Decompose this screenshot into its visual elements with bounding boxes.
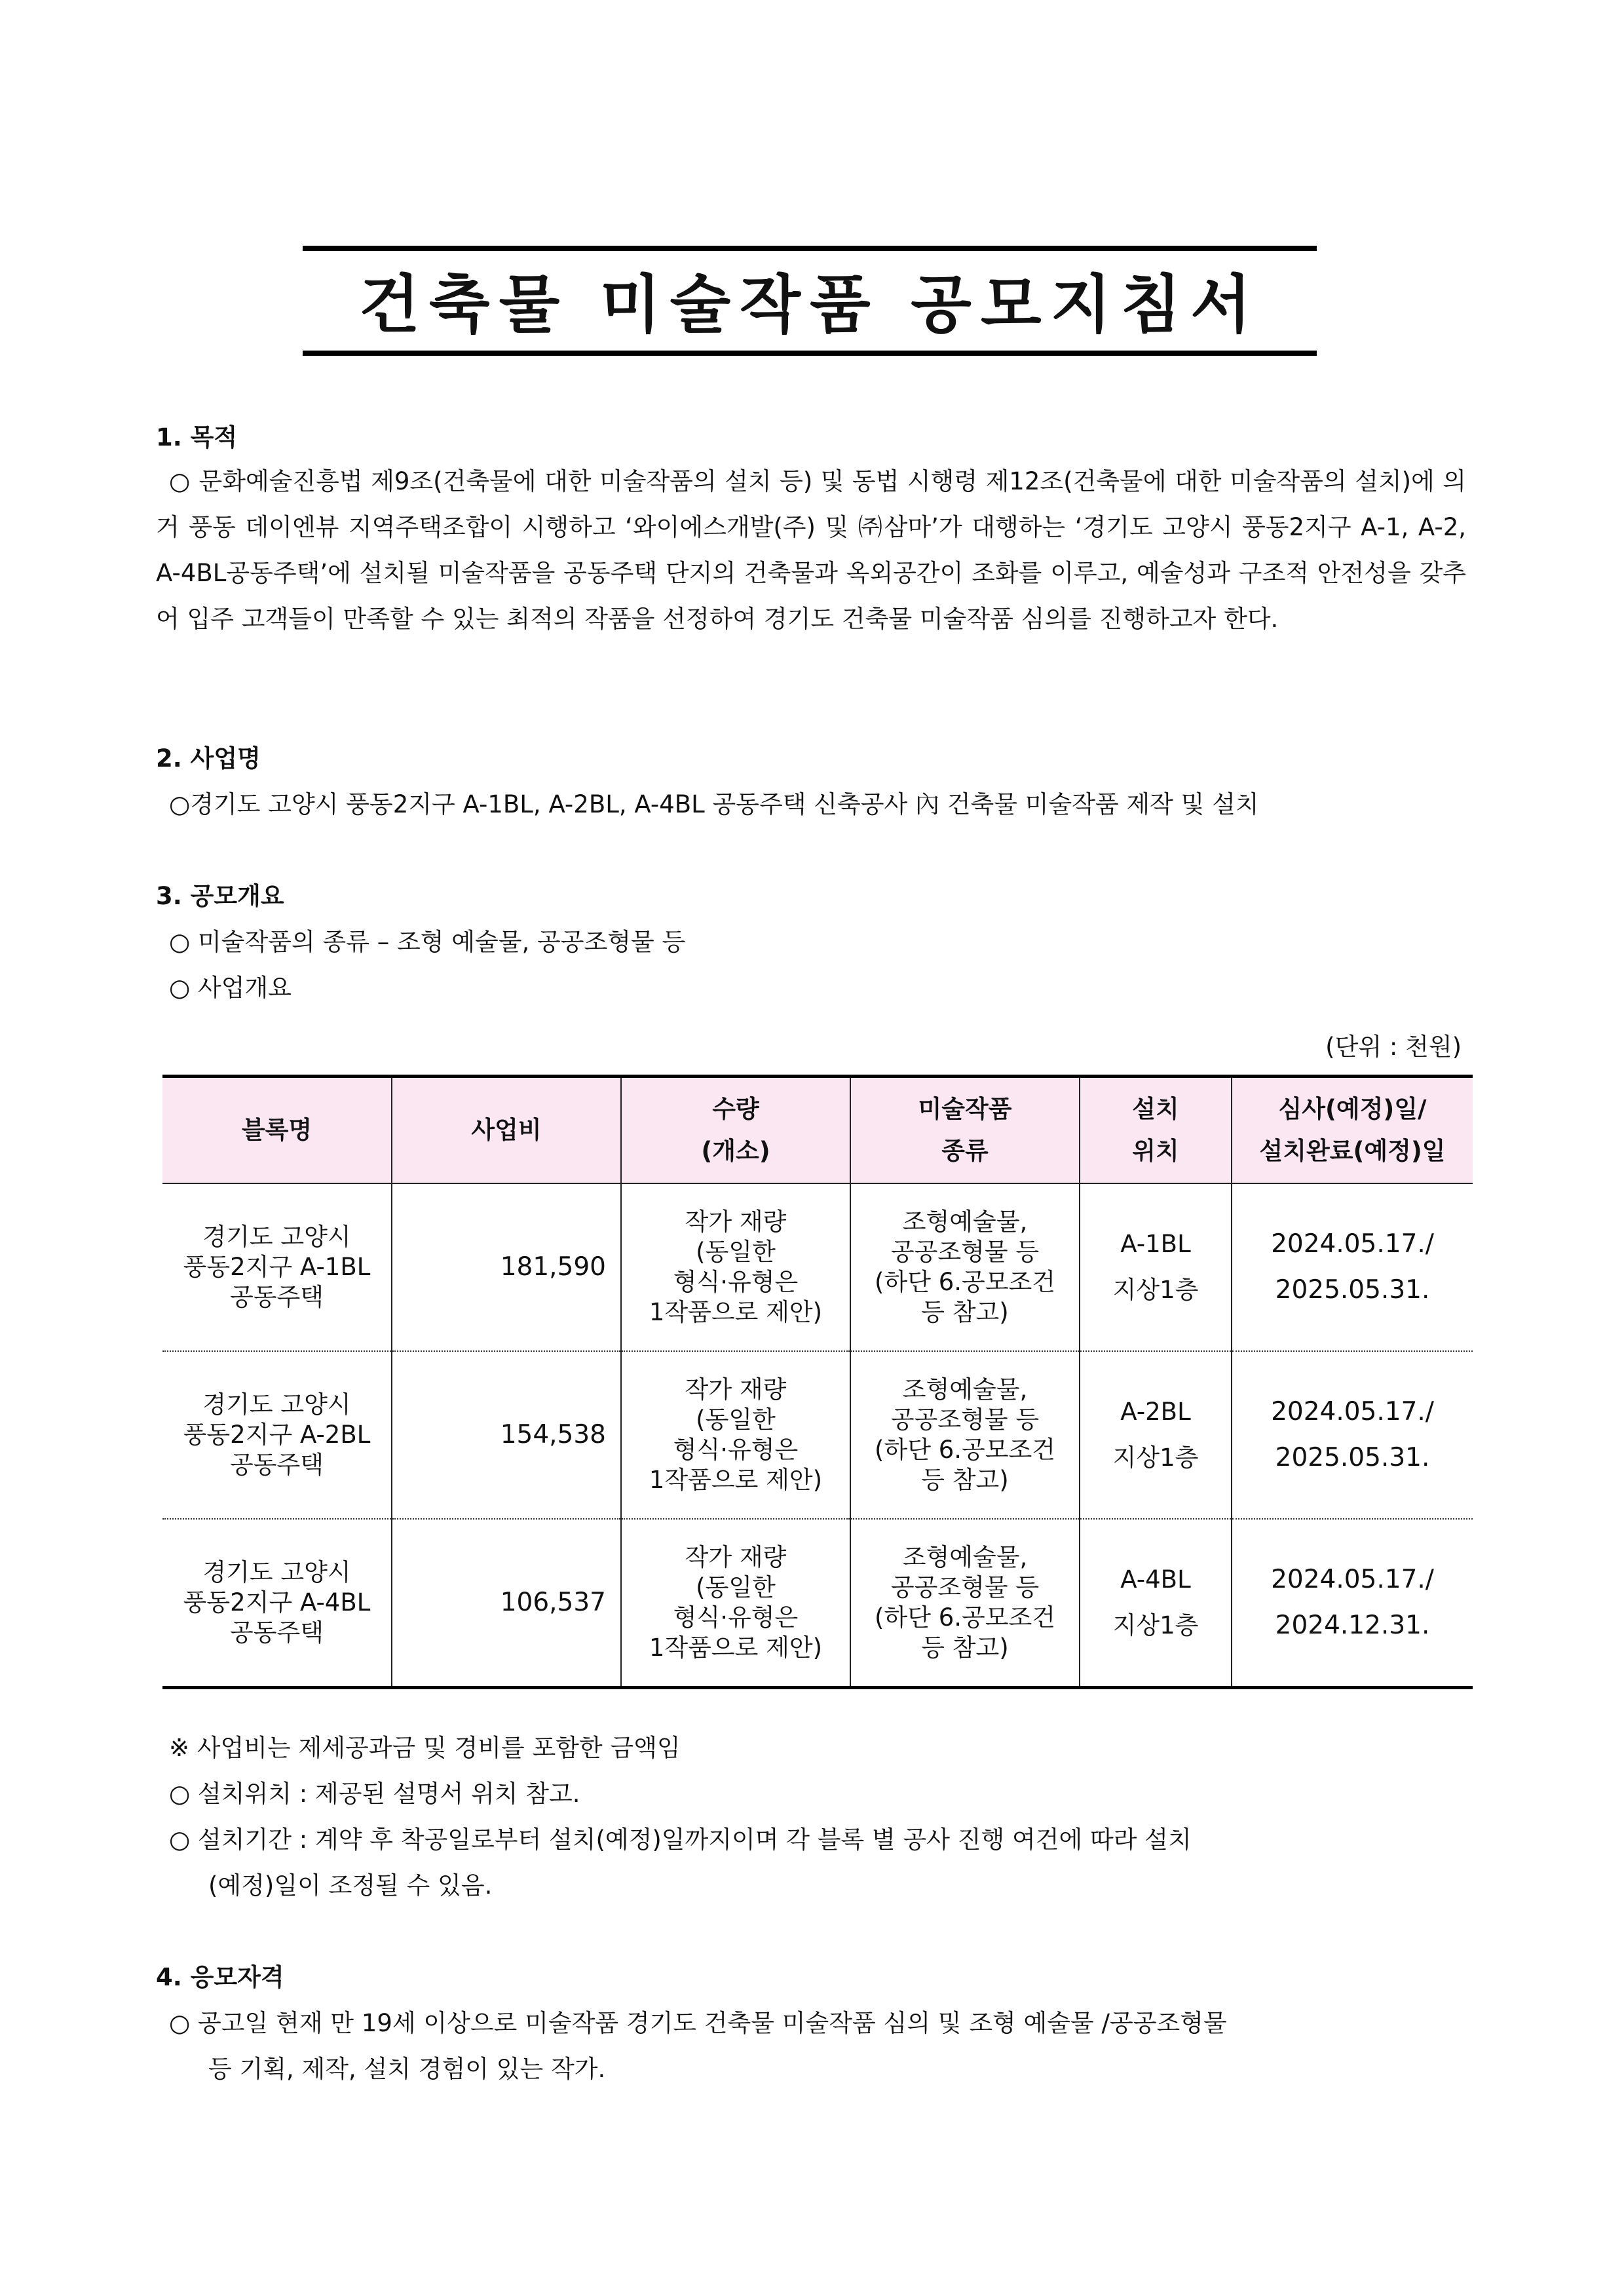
cell-dates: 2024.05.17./ 2024.12.31.: [1232, 1519, 1473, 1688]
header-block-name: 블록명: [162, 1077, 392, 1184]
note-cost-includes-tax: ※ 사업비는 제세공과금 및 경비를 포함한 금액임: [169, 1734, 681, 1762]
section3-item-overview: ○ 사업개요: [169, 974, 292, 1002]
table-row: [162, 1183, 1473, 1351]
section3-item-art-type: ○ 미술작품의 종류 – 조형 예술물, 공공조형물 등: [169, 928, 686, 956]
section2-body: ○경기도 고양시 풍동2지구 A-1BL, A-2BL, A-4BL 공동주택 신축공사 內 건축물 미술작품 제작 및 설치: [169, 790, 1259, 818]
header-quantity: 수량 (개소): [621, 1077, 850, 1184]
cell-art-type: 조형예술물, 공공조형물 등 (하단 6.공모조건 등 참고): [850, 1351, 1080, 1519]
section1-body: ○ 문화예술진흥법 제9조(건축물에 대한 미술작품의 설치 등) 및 동법 시행령 제12조(건축물에 대한 미술작품의 설치)에 의거 풍동 데이엔뷰 지역주택조합이 시행하고 ‘와이에스개발(주) 및 ㈜삼마’가 대행하는 ‘경기도 고양시 풍동2지구 A-1, A-2, A-4BL공동주택’에 설치될 미술작품을 공동주택 단지의 건축물과 옥외공간이 조화를 이루고, 예술성과 구조적 안전성을 갖추어 입주 고객들이 만족할 수 있는 최적의 작품을 선정하여 경기도 건축물 미술작품 심의를 진행하고자 한다.: [156, 467, 1466, 633]
document-title: 건축물 미술작품 공모지침서: [359, 268, 1260, 341]
cell-block-name: 경기도 고양시 풍동2지구 A-2BL 공동주택: [162, 1351, 392, 1519]
cell-cost: 181,590: [392, 1183, 621, 1351]
cell-quantity: 작가 재량 (동일한 형식·유형은 1작품으로 제안): [621, 1183, 850, 1351]
cell-dates: 2024.05.17./ 2025.05.31.: [1232, 1183, 1473, 1351]
cell-art-type: 조형예술물, 공공조형물 등 (하단 6.공모조건 등 참고): [850, 1519, 1080, 1688]
note-install-location: ○ 설치위치 : 제공된 설명서 위치 참고.: [169, 1780, 580, 1808]
cell-cost: 106,537: [392, 1519, 621, 1688]
cell-block-name: 경기도 고양시 풍동2지구 A-1BL 공동주택: [162, 1183, 392, 1351]
cell-dates: 2024.05.17./ 2025.05.31.: [1232, 1351, 1473, 1519]
section2-heading: 2. 사업명: [156, 744, 261, 773]
header-art-type: 미술작품 종류: [850, 1077, 1080, 1184]
note-install-period: ○ 설치기간 : 계약 후 착공일로부터 설치(예정)일까지이며 각 블록 별 공사 진행 여건에 따라 설치: [169, 1826, 1192, 1854]
table-row: [162, 1519, 1473, 1688]
title-top-rule: [303, 246, 1317, 251]
header-cost: 사업비: [392, 1077, 621, 1184]
cell-location: A-4BL 지상1층: [1080, 1519, 1232, 1688]
cell-block-name: 경기도 고양시 풍동2지구 A-4BL 공동주택: [162, 1519, 392, 1688]
header-location: 설치 위치: [1080, 1077, 1232, 1184]
cell-art-type: 조형예술물, 공공조형물 등 (하단 6.공모조건 등 참고): [850, 1183, 1080, 1351]
cell-location: A-1BL 지상1층: [1080, 1183, 1232, 1351]
section4-eligibility: ○ 공고일 현재 만 19세 이상으로 미술작품 경기도 건축물 미술작품 심의 및 조형 예술물 /공공조형물: [169, 2009, 1227, 2037]
table-row: [162, 1351, 1473, 1519]
section1-heading: 1. 목적: [156, 423, 238, 451]
section3-heading: 3. 공모개요: [156, 882, 284, 910]
table-unit-label: (단위 : 천원): [1325, 1033, 1462, 1061]
section4-eligibility-cont: 등 기획, 제작, 설치 경험이 있는 작가.: [208, 2055, 606, 2083]
cell-quantity: 작가 재량 (동일한 형식·유형은 1작품으로 제안): [621, 1519, 850, 1688]
project-overview-table: [162, 1075, 1473, 1689]
cell-cost: 154,538: [392, 1351, 621, 1519]
table-header-row: [162, 1077, 1473, 1184]
section4-heading: 4. 응모자격: [156, 1963, 284, 1991]
header-dates: 심사(예정)일/ 설치완료(예정)일: [1232, 1077, 1473, 1184]
note-install-period-cont: (예정)일이 조정될 수 있음.: [208, 1871, 493, 1900]
title-bottom-rule: [303, 351, 1317, 356]
cell-location: A-2BL 지상1층: [1080, 1351, 1232, 1519]
cell-quantity: 작가 재량 (동일한 형식·유형은 1작품으로 제안): [621, 1351, 850, 1519]
